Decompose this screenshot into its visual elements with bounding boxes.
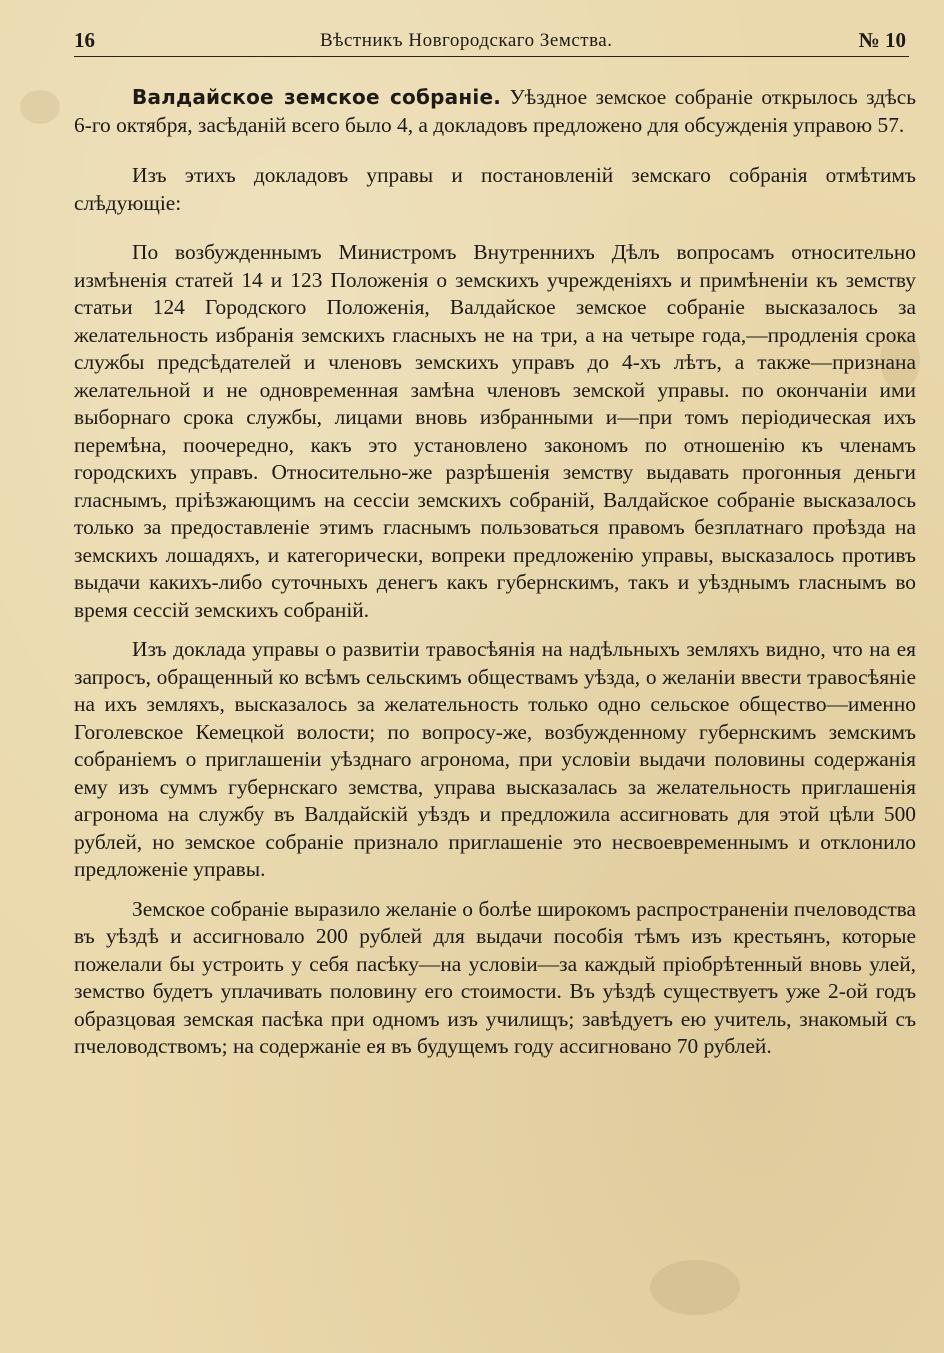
paper-stain xyxy=(20,90,60,124)
running-header xyxy=(74,26,909,57)
section-heading: Валдайское земское собраніе. xyxy=(132,85,502,109)
paragraph-1 xyxy=(74,84,916,139)
paragraph-2: Изъ этихъ докладовъ управы и постановленій земскаго собранія отмѣтимъ слѣдующіе: xyxy=(74,163,916,215)
paragraph-text: Уѣздное земское собраніе открылось здѣсь 6-го октября, засѣданій всего было 4, а докладовъ предложено для обсужденія управою 57. xyxy=(74,85,916,137)
paragraph-5: Земское собраніе выразило желаніе о болѣе широкомъ распространеніи пчеловодства въ уѣздѣ и ассигновало 200 рублей для выдачи пособія тѣмъ изъ крестьянъ, которые пожелали бы устроить у себя пасѣку—на условіи—за каждый пріобрѣтенный вновь улей, земство будетъ уплачивать половину его стоимости. Въ уѣздѣ существуетъ уже 2-ой годъ образцовая земская пасѣка при одномъ изъ училищъ; завѣдуетъ ею учитель, знакомый съ пчеловодствомъ; на содержаніе ея въ будущемъ году ассигновано 70 рублей. xyxy=(74,896,916,1058)
paper-stain xyxy=(650,1260,740,1315)
article-body xyxy=(74,84,916,1061)
paragraph-4: Изъ доклада управы о развитіи травосѣянія на надѣльныхъ земляхъ видно, что на ея запросъ, обращенный ко всѣмъ сельскимъ обществамъ уѣзда, о желаніи ввести травосѣяніе на ихъ земляхъ, высказалось за желательность только одно сельское общество—именно Гоголевское Кемецкой волости; по вопросу-же, возбужденному губернскимъ земскимъ собраніемъ о приглашеніи уѣзднаго агронома, при условіи выдачи половины содержанія ему изъ суммъ губернскаго земства, управа высказалась за желательность приглашенія агронома на службу въ Валдайскій уѣздъ и предложила ассигновать для этой цѣли 500 рублей, но земское собраніе признало приглашеніе это несвоевременнымъ и отклонило предложеніе управы. xyxy=(74,637,916,881)
issue-number: № 10 xyxy=(858,28,906,52)
page-number: 16 xyxy=(74,28,95,52)
paragraph-3: По возбужденнымъ Министромъ Внутреннихъ Дѣлъ вопросамъ относительно измѣненія статей 14 и 123 Положенія о земскихъ учрежденіяхъ и примѣненіи къ земству статьи 124 Городского Положенія, Валдайское земское собраніе высказалось за желательность избранія земскихъ гласныхъ не на три, а на четыре года,—продленія срока службы предсѣдателей и членовъ земскихъ управъ до 4-хъ лѣтъ, а также—признана желательной и не одновременная замѣна членовъ земской управы. по окончаніи ими выборнаго срока службы, лицами вновь избранными и—при томъ періодическая ихъ перемѣна, поочередно, какъ это установлено закономъ по отношенію къ членамъ городскихъ управъ. Относительно-же разрѣшенія земству выдавать прогонныя деньги гласнымъ, пріѣзжающимъ на сессіи земскихъ собраній, Валдайское собраніе высказалось только за предоставленіе этимъ гласнымъ пользоваться правомъ безплатнаго проѣзда на земскихъ лошадяхъ, и категорически, вопреки предложенію управы, высказалось противъ выдачи какихъ-либо суточныхъ денегъ какъ губернскимъ, такъ и уѣзднымъ гласнымъ во время сессій земскихъ собраній. xyxy=(74,240,916,622)
journal-title: Вѣстникъ Новгородскаго Земства. xyxy=(320,30,613,51)
